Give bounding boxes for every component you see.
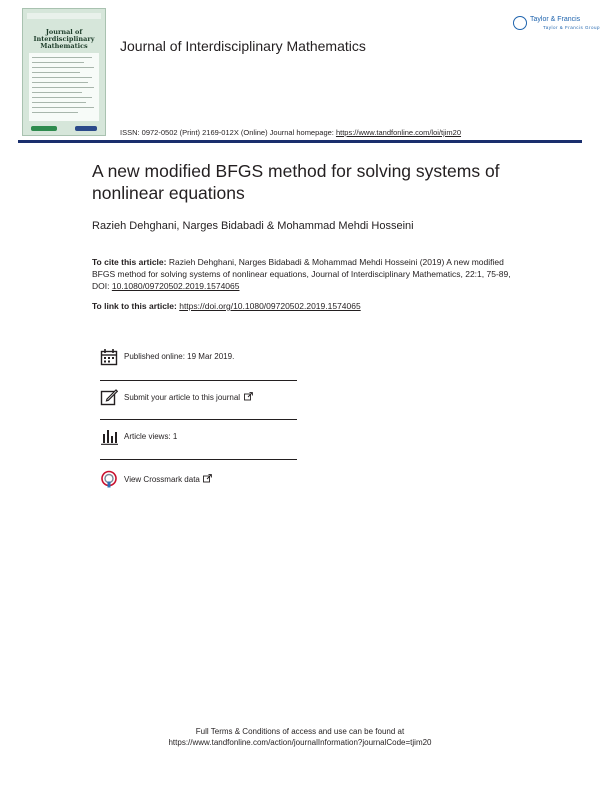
cover-line — [32, 82, 88, 83]
citation-doi-link[interactable]: 10.1080/09720502.2019.1574065 — [111, 281, 240, 291]
cover-line — [32, 102, 86, 103]
article-title: A new modified BFGS method for solving systems of nonlinear equations — [92, 161, 500, 203]
bar-chart-icon — [100, 428, 118, 446]
info-divider — [100, 419, 297, 420]
cover-line — [32, 62, 84, 63]
footer-terms-url[interactable]: https://www.tandfonline.com/action/journalInformation?journalCode=tjim20 — [168, 738, 432, 747]
citation-block — [92, 256, 512, 292]
article-link-line — [92, 301, 361, 311]
submit-article-item[interactable] — [100, 388, 297, 408]
journal-cover — [22, 8, 106, 136]
cover-line — [32, 112, 78, 113]
cover-top-band — [27, 13, 101, 19]
cover-logo-right — [75, 126, 97, 131]
external-link-icon — [203, 474, 212, 483]
cover-line — [32, 77, 92, 78]
article-authors: Razieh Dehghani, Narges Bidabadi & Mohammad Mehdi Hosseini — [92, 220, 414, 232]
submit-article-link[interactable] — [124, 392, 253, 402]
article-views-count: Article views: 1 — [124, 432, 178, 441]
footer-terms-text: Full Terms & Conditions of access and use can be found at — [195, 727, 405, 736]
publisher-name: Taylor & Francis — [530, 16, 581, 23]
citation-text: Razieh Dehghani, Narges Bidabadi & Mohammad Mehdi Hosseini (2019) A new modified BFGS method for solving systems of nonlinear equations, Journal of Interdisciplinary Mathematics, 22:1, 75-89, DOI: — [92, 257, 511, 291]
header-rule — [18, 140, 582, 143]
crossmark-link[interactable] — [124, 474, 212, 484]
crossmark-icon — [100, 470, 118, 488]
footer — [0, 726, 600, 748]
article-views-item — [100, 428, 297, 448]
publisher-logo-icon — [513, 16, 527, 30]
citation-label: To cite this article: — [92, 257, 169, 267]
cover-line — [32, 87, 94, 88]
external-link-icon — [244, 392, 253, 401]
link-label: To link to this article: — [92, 301, 180, 311]
calendar-icon — [100, 348, 118, 366]
cover-line — [32, 97, 92, 98]
crossmark-item[interactable] — [100, 470, 297, 490]
publisher-sub: Taylor & Francis Group — [543, 25, 600, 30]
submit-article-label: Submit your article to this journal — [124, 393, 241, 402]
cover-line — [32, 57, 92, 58]
info-divider — [100, 380, 297, 381]
article-doi-link[interactable]: https://doi.org/10.1080/09720502.2019.1574065 — [179, 301, 361, 311]
cover-title: Journal of Interdisciplinary Mathematics — [33, 28, 95, 50]
cover-line — [32, 72, 80, 73]
published-date: Published online: 19 Mar 2019. — [124, 352, 235, 361]
journal-homepage-link[interactable]: https://www.tandfonline.com/loi/tjim20 — [335, 128, 462, 137]
cover-line — [32, 67, 94, 68]
issn-text: ISSN: 0972-0502 (Print) 2169-012X (Online) Journal homepage: — [120, 128, 336, 137]
cover-line — [32, 92, 82, 93]
publisher-logo — [513, 14, 600, 36]
info-divider — [100, 459, 297, 460]
cover-line — [32, 107, 94, 108]
journal-title: Journal of Interdisciplinary Mathematics — [120, 38, 366, 54]
cover-contents-panel — [29, 53, 99, 121]
crossmark-label: View Crossmark data — [124, 475, 200, 484]
cover-logo-left — [31, 126, 57, 131]
published-item — [100, 348, 297, 368]
edit-icon — [100, 388, 118, 406]
issn-line — [120, 128, 461, 137]
